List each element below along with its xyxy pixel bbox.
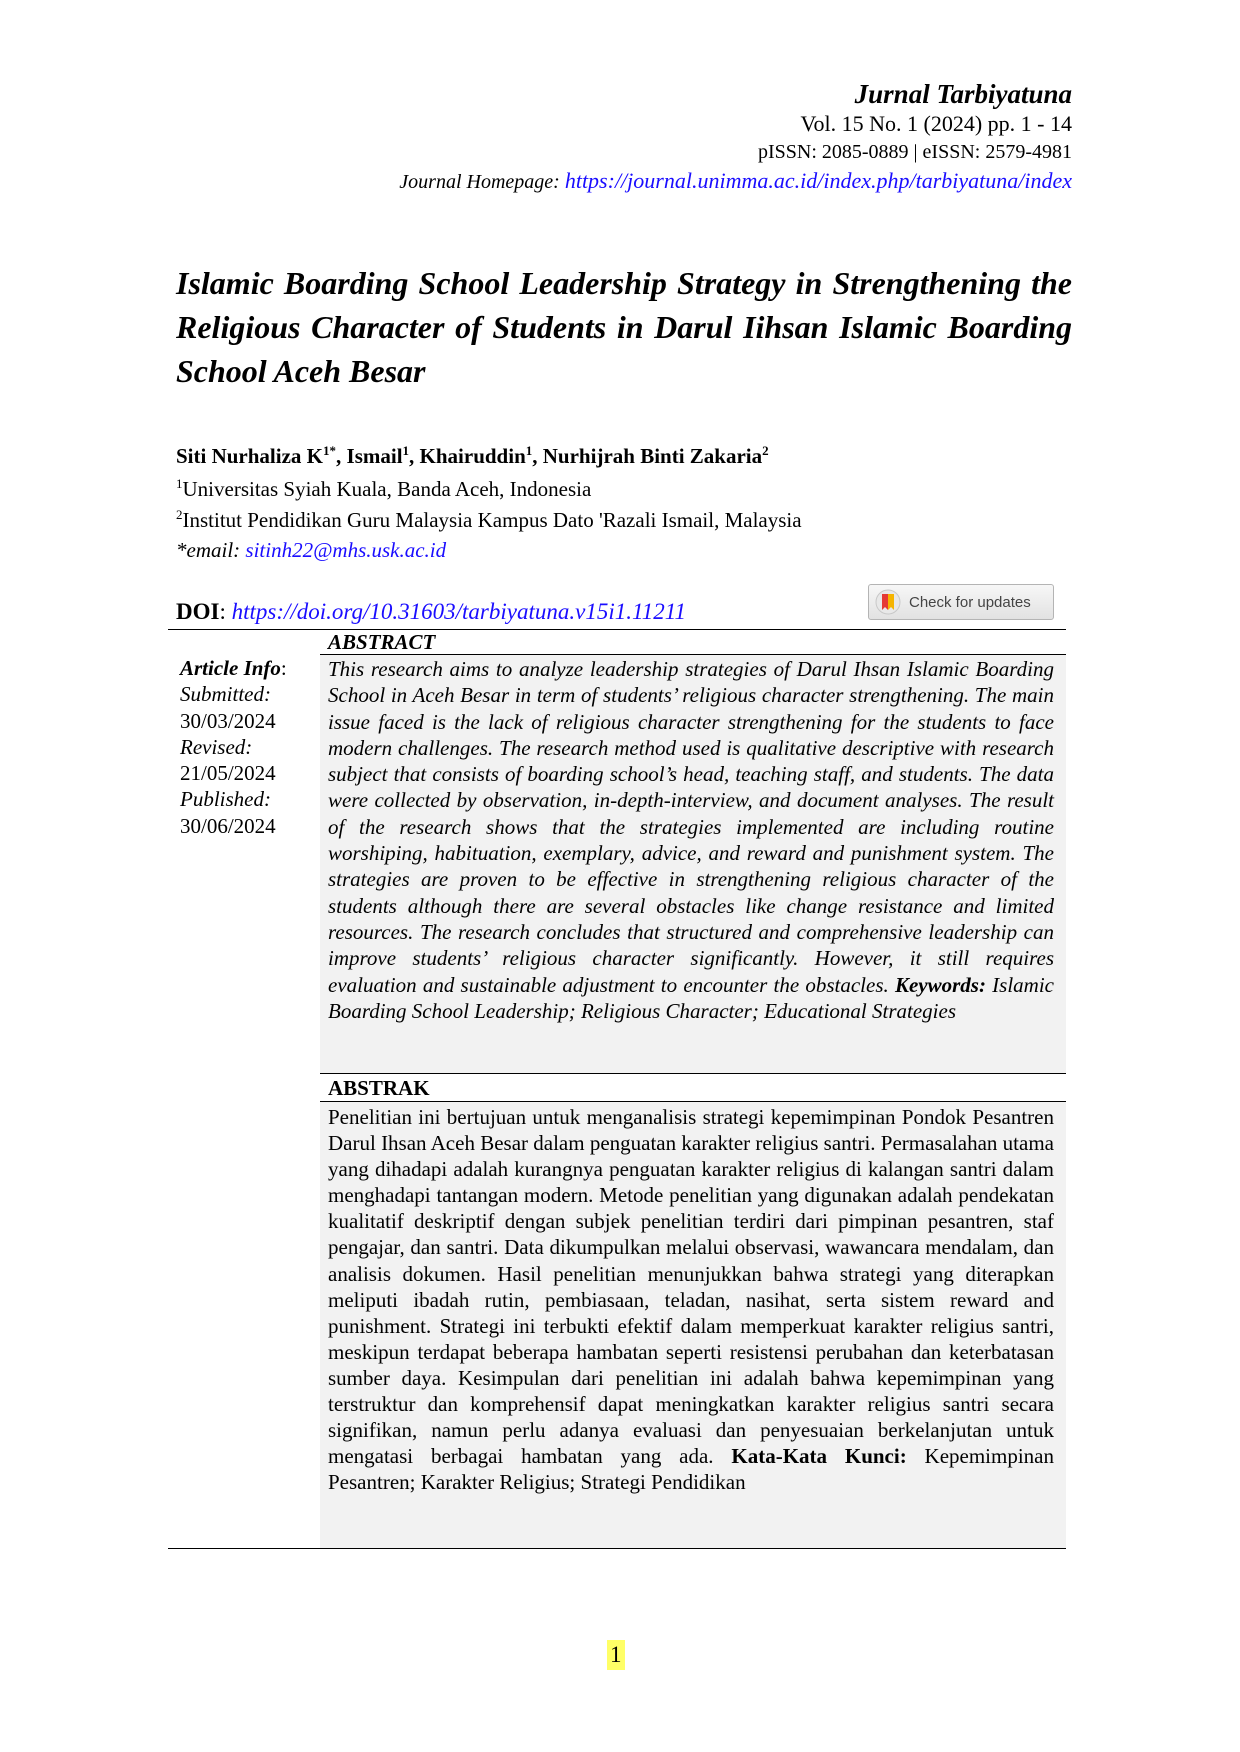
page-number: 1 bbox=[607, 1640, 625, 1670]
abstract-en-heading-text: ABSTRACT bbox=[328, 630, 436, 654]
affiliation bbox=[176, 505, 802, 535]
article-info-heading-text: Article Info bbox=[180, 656, 281, 680]
article-info-heading bbox=[180, 655, 310, 681]
submitted-date: 30/03/2024 bbox=[180, 708, 276, 733]
author-name: Siti Nurhaliza K bbox=[176, 444, 324, 468]
abstract-id-text: Penelitian ini bertujuan untuk menganalisis strategi kepemimpinan Pondok Pesantren Darul Ihsan Aceh Besar dalam penguatan karakter religius santri. Permasalahan utama yang dihadapi adalah kurangnya penguatan karakter religius di kalangan santri dalam menghadapi tantangan modern. Metode penelitian yang digunakan adalah pendekatan kualitatif deskriptif dengan subjek penelitian terdiri dari pimpinan pesantren, staf pengajar, dan santri. Data dikumpulkan melalui observasi, wawancara mendalam, dan analisis dokumen. Hasil penelitian menunjukkan bahwa strategi yang diterapkan meliputi ibadah rutin, pembiasaan, teladan, nasihat, serta sistem reward and punishment. Strategi ini terbukti efektif dalam memperkuat karakter religius santri, meskipun terdapat beberapa hambatan seperti resistensi perubahan dan keterbatasan sumber daya. Kesimpulan dari penelitian ini adalah bahwa kepemimpinan yang terstruktur dan komprehensif dapat meningkatkan karakter religius santri secara signifikan, namun perlu adanya evaluasi dan penyesuaian berkelanjutan untuk mengatasi berbagai hambatan yang ada. bbox=[328, 1105, 1054, 1469]
abstract-id-body bbox=[328, 1104, 1054, 1495]
abstract-en-rule bbox=[320, 654, 1066, 655]
author-affiliation-mark: 1 bbox=[525, 443, 533, 458]
journal-name: Jurnal Tarbiyatuna bbox=[854, 79, 1072, 109]
email-label: *email: bbox=[176, 538, 246, 562]
doi-colon: : bbox=[219, 599, 232, 624]
author-affiliation-mark: 1* bbox=[323, 443, 337, 458]
crossmark-icon bbox=[875, 589, 901, 615]
doi-label: DOI bbox=[176, 599, 220, 624]
kata-kunci-label: Kata-Kata Kunci: bbox=[731, 1444, 907, 1469]
journal-homepage bbox=[399, 166, 1072, 197]
homepage-link[interactable]: https://journal.unimma.ac.id/index.php/tarbiyatuna/index bbox=[564, 168, 1072, 193]
author-separator: , bbox=[336, 444, 347, 468]
author-list bbox=[176, 441, 769, 471]
submitted-label: Submitted: bbox=[180, 682, 271, 707]
published-date: 30/06/2024 bbox=[180, 813, 276, 838]
author-separator: , bbox=[532, 444, 543, 468]
author-separator: , bbox=[409, 444, 420, 468]
journal-volume: Vol. 15 No. 1 (2024) pp. 1 - 14 bbox=[800, 111, 1072, 136]
journal-header bbox=[399, 78, 1072, 197]
homepage-label: Journal Homepage: bbox=[399, 171, 565, 193]
paper-title: Islamic Boarding School Leadership Strategy in Strengthening the Religious Character of Students in Darul Iihsan Islamic Boarding School Aceh Besar bbox=[176, 265, 1072, 389]
revised-label: Revised: bbox=[180, 734, 253, 759]
keywords-text: Islamic Boarding School Leadership; Religious Character; Educational Strategies bbox=[328, 972, 1054, 1023]
revised-date: 21/05/2024 bbox=[180, 761, 276, 786]
abstract-id-top-rule bbox=[320, 1073, 1066, 1074]
abstract-en-body bbox=[328, 656, 1054, 1024]
abstract-bottom-rule bbox=[168, 1548, 1066, 1549]
author-name: Nurhijrah Binti Zakaria bbox=[542, 444, 763, 468]
author-affiliation-mark: 1 bbox=[402, 443, 410, 458]
author-name: Ismail bbox=[346, 444, 403, 468]
published-label: Published: bbox=[180, 787, 271, 812]
author-affiliation-mark: 2 bbox=[762, 443, 769, 458]
abstract-top-rule bbox=[168, 629, 1066, 630]
keywords-label: Keywords: bbox=[894, 972, 986, 997]
article-info-colon: : bbox=[280, 656, 287, 680]
affiliation bbox=[176, 474, 591, 504]
abstract-en-text: This research aims to analyze leadership strategies of Darul Ihsan Islamic Boarding School in Aceh Besar in term of students’ religious character strengthening. The main issue faced is the lack of religious character strengthening for the students to face modern challenges. The research method used is qualitative descriptive with research subject that consists of boarding school’s head, teaching staff, and students. The data were collected by observation, in-depth-interview, and document analyses. The result of the research shows that the strategies implemented are including routine worshiping, habituation, exemplary, advice, and reward and punishment system. The strategies are proven to be effective in strengthening religious character of the students although there are several obstacles like change resistance and limited resources. The research concludes that structured and comprehensive leadership can improve students’ religious character significantly. However, it still requires evaluation and sustainable adjustment to encounter the obstacles. bbox=[328, 657, 1054, 997]
abstract-en-heading bbox=[328, 629, 435, 655]
affiliation-text: Universitas Syiah Kuala, Banda Aceh, Indonesia bbox=[182, 477, 592, 501]
kata-kunci-text: Kepemimpinan Pesantren; Karakter Religius; Strategi Pendidikan bbox=[328, 1444, 1054, 1495]
affiliation-mark: 1 bbox=[176, 476, 183, 491]
affiliation-mark: 2 bbox=[176, 507, 183, 522]
affiliation-text: Institut Pendidikan Guru Malaysia Kampus Dato 'Razali Ismail, Malaysia bbox=[182, 508, 802, 532]
check-for-updates-button[interactable] bbox=[868, 584, 1054, 620]
author-name: Khairuddin bbox=[419, 444, 526, 468]
abstract-id-heading: ABSTRAK bbox=[328, 1076, 430, 1100]
doi-link[interactable]: https://doi.org/10.31603/tarbiyatuna.v15i1.11211 bbox=[231, 599, 687, 624]
journal-issn: pISSN: 2085-0889 | eISSN: 2579-4981 bbox=[757, 141, 1072, 163]
check-for-updates-label: Check for updates bbox=[909, 593, 1031, 611]
doi-line bbox=[176, 597, 686, 627]
corresponding-email bbox=[176, 535, 446, 565]
abstract-id-rule bbox=[320, 1101, 1066, 1102]
email-link[interactable]: sitinh22@mhs.usk.ac.id bbox=[245, 538, 447, 562]
article-info bbox=[180, 655, 310, 839]
